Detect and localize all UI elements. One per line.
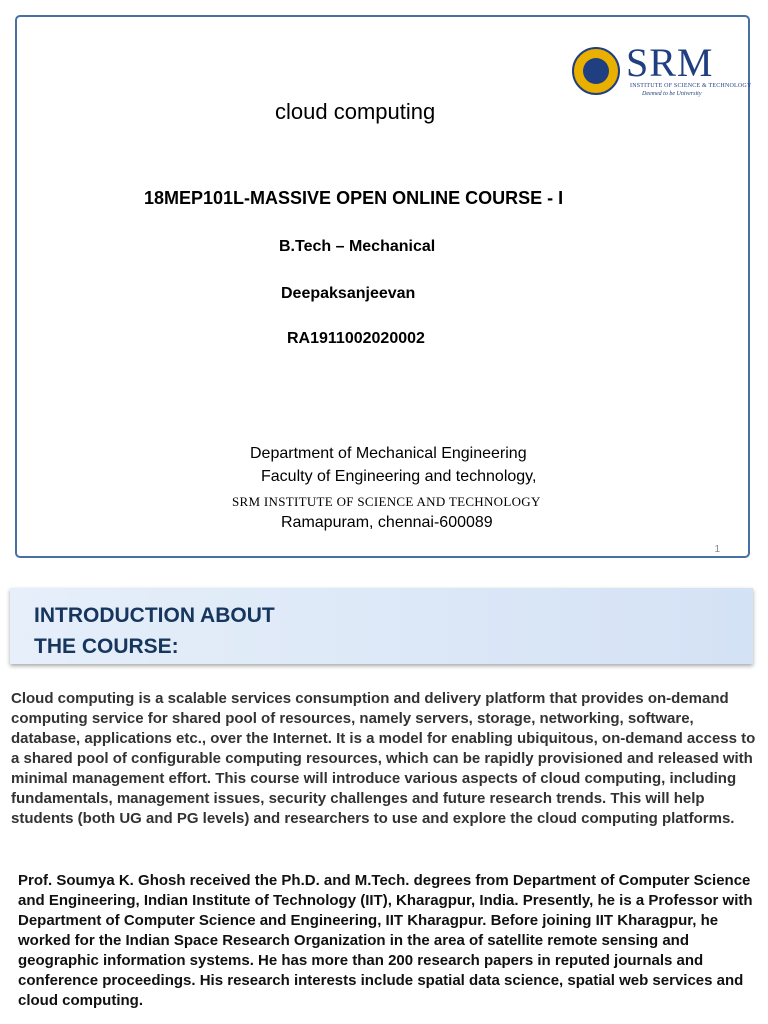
course-code: 18MEP101L-MASSIVE OPEN ONLINE COURSE - I — [144, 188, 564, 208]
logo-tagline: Deemed to be University — [642, 91, 702, 97]
campus-address: Ramapuram, chennai-600089 — [281, 514, 493, 531]
logo-subtitle: INSTITUTE OF SCIENCE & TECHNOLOGY — [630, 83, 752, 89]
intro-heading: INTRODUCTION ABOUT THE COURSE: — [34, 604, 275, 658]
logo-text: SRM — [626, 40, 714, 85]
intro-banner — [10, 588, 753, 664]
student-name: Deepaksanjeevan — [281, 285, 416, 302]
page-number: 1 — [714, 544, 720, 555]
srm-seal-icon — [572, 47, 620, 95]
department: Department of Mechanical Engineering — [250, 445, 527, 462]
faculty: Faculty of Engineering and technology, — [261, 468, 537, 485]
instructor-bio: Prof. Soumya K. Ghosh received the Ph.D. and M.Tech. degrees from Department of Computer Science and Engineering, Indian Institute of Technology (IIT), Kharagpur, India. Presently, he is a Professor with Department of Computer Science and Engineering, IIT Kharagpur. Before joining IIT Kharagpur, he worked for the Indian Space Research Organization in the area of satellite remote sensing and geographic information systems. He has more than 200 research papers in reputed journals and conference proceedings. His research interests include spatial data science, spatial web services and cloud computing. — [18, 872, 753, 1009]
title-slide — [15, 15, 750, 558]
degree: B.Tech – Mechanical — [279, 238, 436, 255]
srm-logo — [572, 40, 752, 101]
register-number: RA1911002020002 — [287, 330, 425, 347]
slide-title: cloud computing — [275, 99, 436, 124]
institute-name: SRM INSTITUTE OF SCIENCE AND TECHNOLOGY — [232, 494, 541, 509]
course-description: Cloud computing is a scalable services consumption and delivery platform that provides on-demand computing service for shared pool of resources, namely servers, storage, networking, software, database, applications etc., over the Internet. It is a model for enabling ubiquitous, on-demand access to a shared pool of configurable computing resources, which can be rapidly provisioned and released with minimal management effort. This course will introduce various aspects of cloud computing, including fundamentals, management issues, security challenges and future research trends. This will help students (both UG and PG levels) and researchers to use and explore the cloud computing platforms. — [11, 690, 756, 827]
